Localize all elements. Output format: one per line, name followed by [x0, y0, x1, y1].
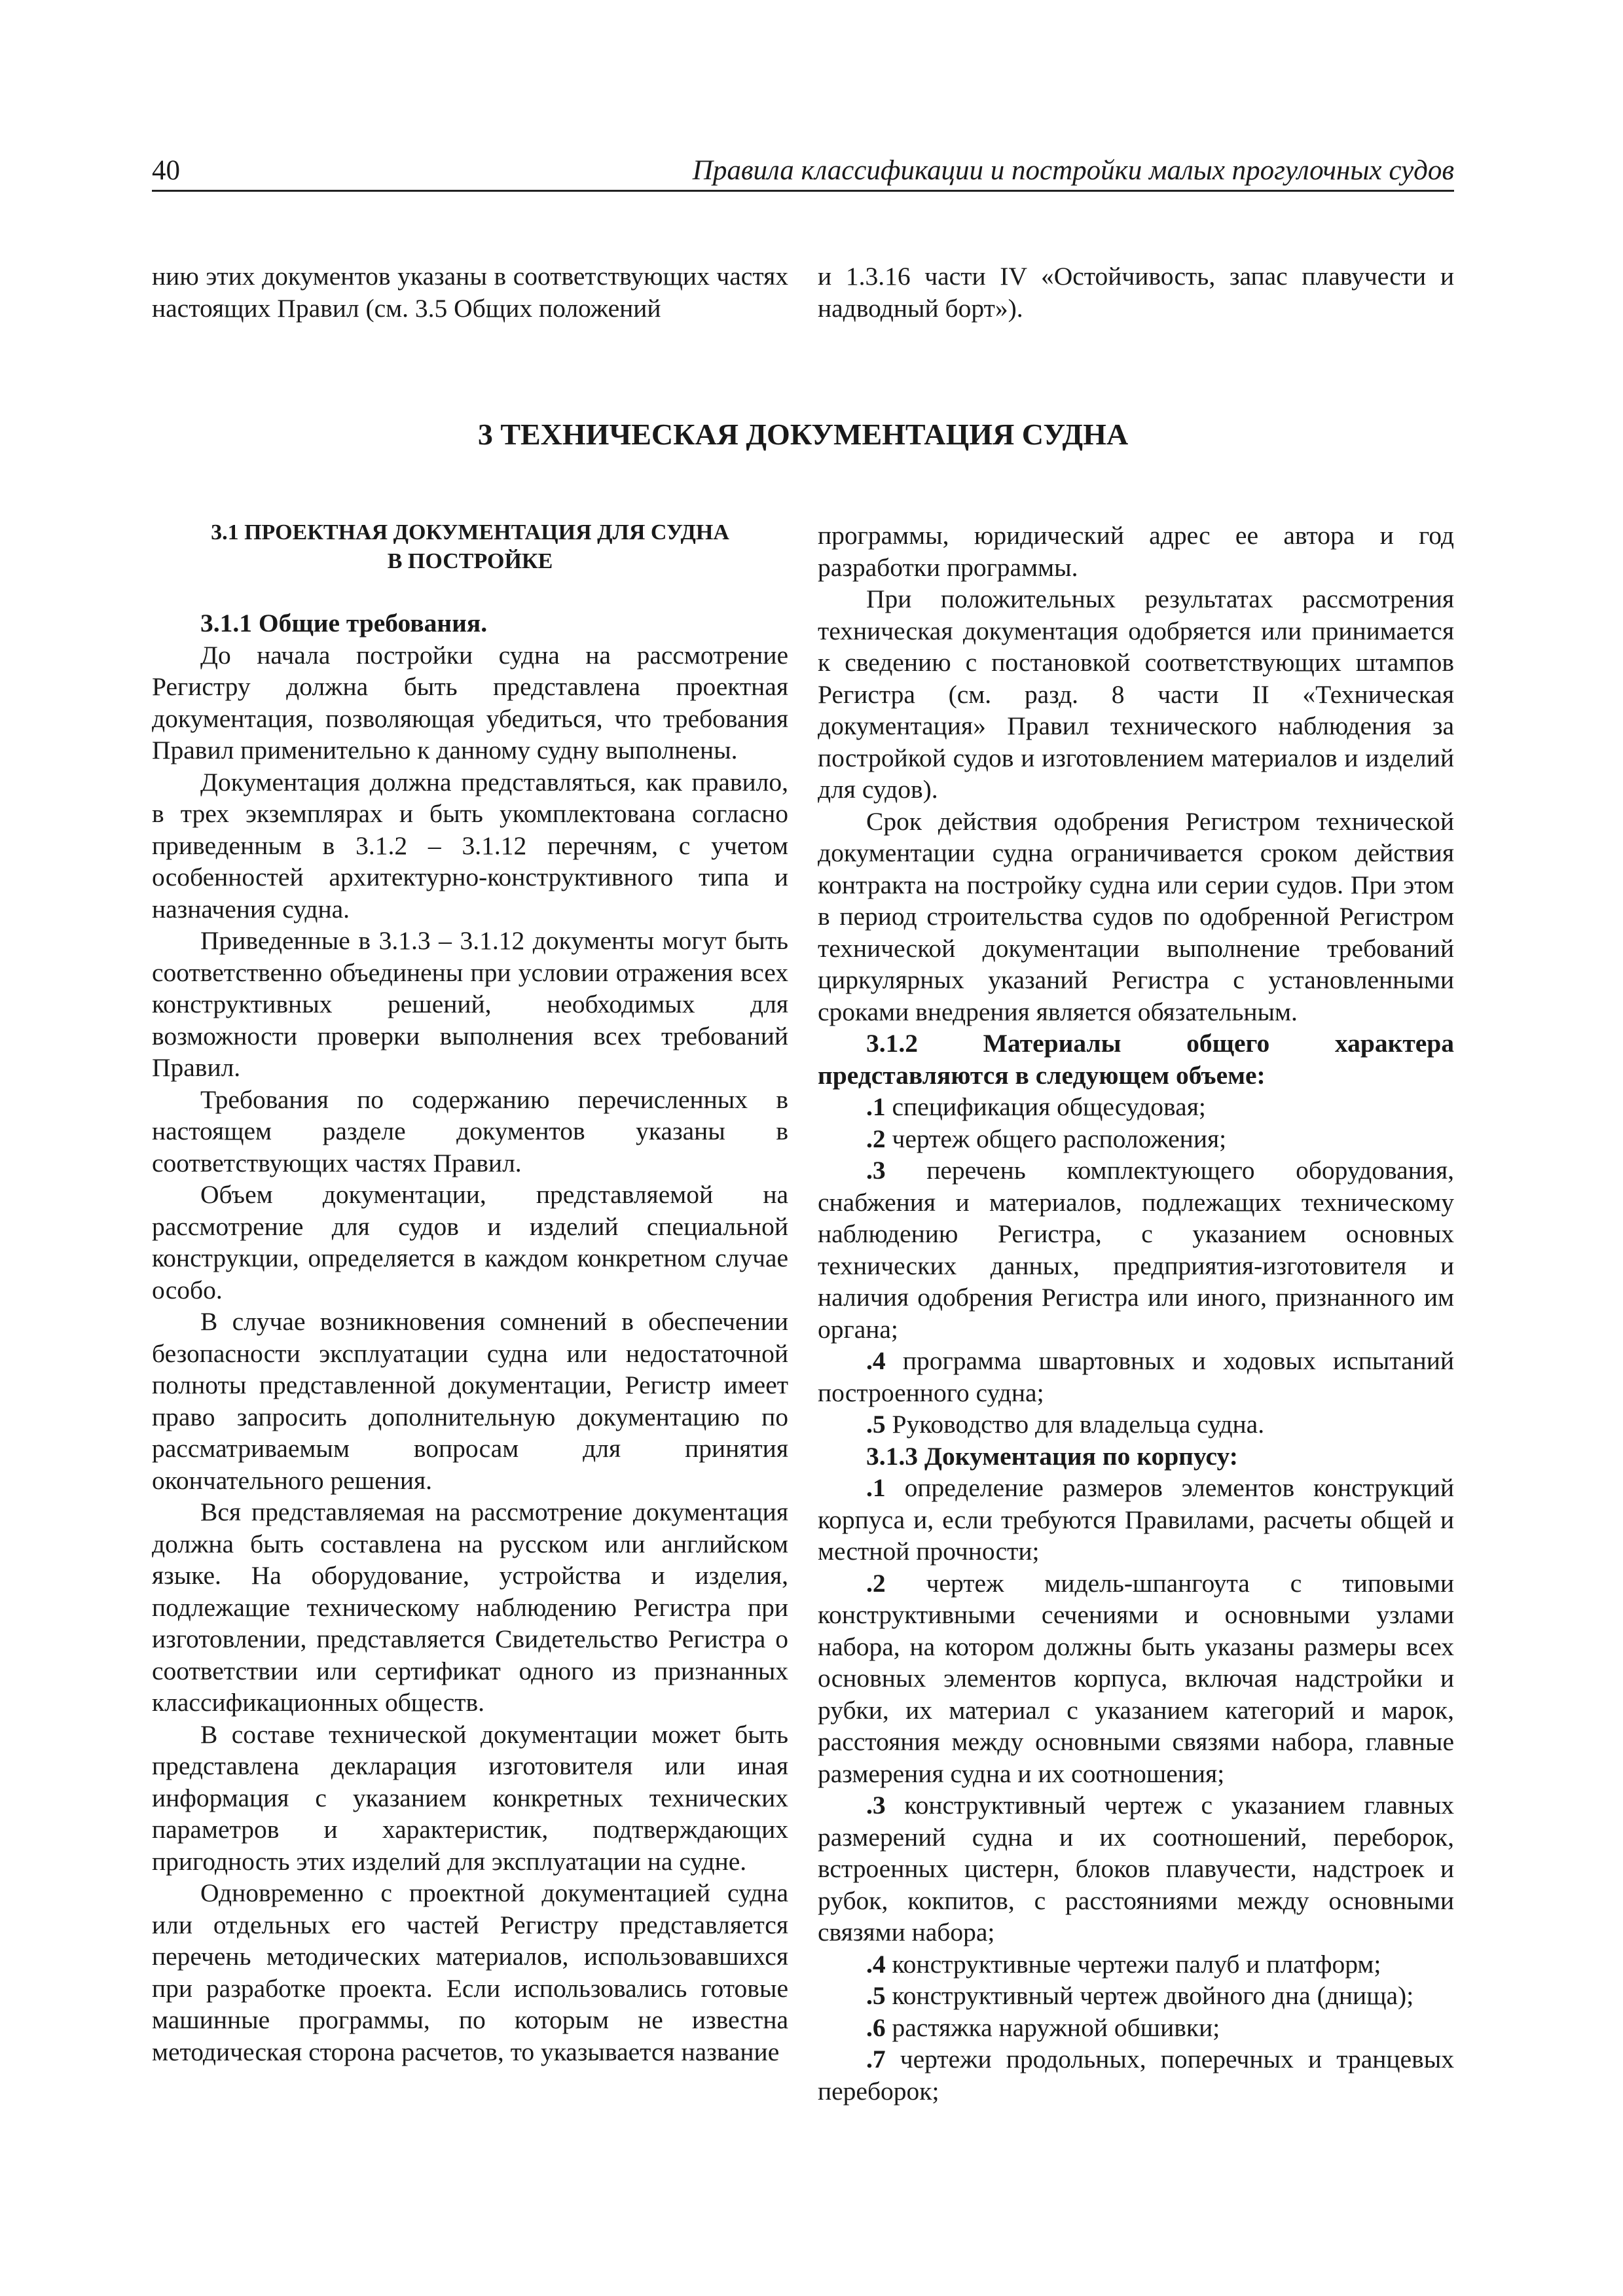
list-item: [818, 1472, 1454, 1568]
continued-text: и 1.3.16 части IV «Остойчивость, запас плавучести и надводный борт»).: [818, 262, 1454, 323]
list-item: [818, 1123, 1454, 1155]
paragraph: В составе технической документации может быть представлена декларация изготовителя или иная информация с указанием конкретных технических параметров и характеристик, подтверждающих пригодность этих изделий для эксплуатации на судне.: [152, 1719, 788, 1876]
paragraph: программы, юридический адрес ее автора и год разработки программы.: [818, 521, 1454, 582]
subsection-heading-3-1-1: [152, 607, 788, 639]
item-text: конструктивный чертеж с указанием главных размерений судна и их соотношений, переборок, встроенных цистерн, блоков плавучести, надстроек и рубок, кокпитов, с расстояниями между основными связями набора;: [818, 1791, 1454, 1946]
item-number: .1: [866, 1473, 886, 1502]
chapter-title: 3 ТЕХНИЧЕСКАЯ ДОКУМЕНТАЦИЯ СУДНА: [477, 418, 1129, 451]
paragraph: До начала постройки судна на рассмотрение Регистру должна быть представлена проектная документация, позволяющая убедиться, что требования Правил применительно к данному судну выполнены.: [152, 640, 788, 764]
subsection-heading-3-1-2: [818, 1028, 1454, 1091]
item-text: конструктивные чертежи палуб и платформ;: [885, 1949, 1381, 1979]
continued-text: нию этих документов указаны в соответствующих частях настоящих Правил (см. 3.5 Общих положений: [152, 262, 788, 323]
paragraph: Вся представляемая на рассмотрение документация должна быть составлена на русском или английском языке. На оборудование, устройства и изделия, подлежащие техническому наблюдению Регистра при изготовлении, представляется Свидетельство Регистра о соответствии или сертификат одного из признанных классификационных обществ.: [152, 1498, 788, 1717]
section-title-line1: 3.1 ПРОЕКТНАЯ ДОКУМЕНТАЦИЯ ДЛЯ СУДНА: [211, 520, 729, 545]
paragraph: Документация должна представляться, как правило, в трех экземплярах и быть укомплектована согласно приведенным в 3.1.2 – 3.1.12 перечням, с учетом особенностей архитектурно-конструктивного типа и назначения судна.: [152, 767, 788, 924]
list-item: [818, 1568, 1454, 1790]
list-item: [818, 1789, 1454, 1948]
page-number: 40: [152, 155, 180, 186]
item-number: .2: [866, 1124, 886, 1153]
item-text: чертеж общего расположения;: [885, 1124, 1227, 1153]
item-number: .1: [866, 1092, 886, 1121]
paragraph: Одновременно с проектной документацией судна или отдельных его частей Регистру представляется перечень методических материалов, использовавшихся при разработке проекта. Если использовались готовые машинные программы, по которым не известна методическая сторона расчетов, то указывается название: [152, 1878, 788, 2066]
right-column: [818, 520, 1454, 2107]
item-number: .5: [866, 1981, 886, 2010]
subsection-heading-3-1-3: [818, 1441, 1454, 1473]
list-item: [818, 1155, 1454, 1345]
item-number: .7: [866, 2045, 886, 2073]
item-number: .4: [866, 1346, 886, 1375]
left-column: [152, 518, 788, 2068]
item-number: .3: [866, 1791, 886, 1820]
section-title-line2: В ПОСТРОЙКЕ: [387, 549, 553, 573]
list-item: [818, 1345, 1454, 1408]
heading-text: 3.1.3 Документация по корпусу:: [866, 1441, 1238, 1471]
page-header: [152, 152, 1454, 192]
running-title: Правила классификации и постройки малых прогулочных судов: [692, 155, 1454, 186]
paragraph: Срок действия одобрения Регистром технической документации судна ограничивается сроком действия контракта на постройку судна или серии судов. При этом в период строительства судов по одобренной Регистром технической документации выполнение требований циркулярных указаний Регистра с установленными сроками внедрения является обязательным.: [818, 806, 1454, 1026]
item-text: перечень комплектующего оборудования, снабжения и материалов, подлежащих техническому наблюдению Регистра, с указанием основных технических данных, предприятия-изготовителя и наличия одобрения Регистра или иного, признанного им органа;: [818, 1156, 1454, 1344]
heading-text: 3.1.2 Материалы общего характера представляются в следующем объеме:: [818, 1029, 1454, 1090]
item-text: Руководство для владельца судна.: [885, 1410, 1265, 1439]
paragraph: При положительных результатах рассмотрения техническая документация одобряется или принимается к сведению с постановкой соответствующих штампов Регистра (см. разд. 8 части II «Техническая документация» Правил технического наблюдения за постройкой судов и изготовлением материалов и изделий для судов).: [818, 584, 1454, 804]
item-number: .4: [866, 1949, 886, 1979]
top-right-paragraph: [818, 260, 1454, 324]
top-left-paragraph: [152, 260, 788, 324]
paragraph: Требования по содержанию перечисленных в настоящем разделе документов указаны в соответствующих частях Правил.: [152, 1085, 788, 1177]
list-item: [818, 2012, 1454, 2044]
list-item: [818, 2043, 1454, 2107]
list-item: [818, 1091, 1454, 1123]
item-text: конструктивный чертеж двойного дна (днища);: [885, 1981, 1414, 2010]
list-item: [818, 1980, 1454, 2012]
item-text: чертежи продольных, поперечных и транцевых переборок;: [818, 2045, 1454, 2106]
list-item: [818, 1948, 1454, 1981]
item-text: чертеж мидель-шпангоута с типовыми конструктивными сечениями и основными узлами набора, на котором должны быть указаны размеры всех основных элементов корпуса, включая надстройки и рубки, их материал с указанием категорий и марок, расстояния между основными связями набора, главные размерения судна и их соотношения;: [818, 1568, 1454, 1788]
item-text: определение размеров элементов конструкций корпуса и, если требуются Правилами, расчеты общей и местной прочности;: [818, 1473, 1454, 1566]
item-number: .6: [866, 2013, 886, 2042]
item-text: растяжка наружной обшивки;: [885, 2013, 1220, 2042]
heading-text: 3.1.1 Общие требования.: [200, 609, 488, 637]
item-number: .2: [866, 1568, 886, 1598]
paragraph: Приведенные в 3.1.3 – 3.1.12 документы могут быть соответственно объединены при условии отражения всех конструктивных решений, необходимых для возможности проверки выполнения всех требований Правил.: [152, 926, 788, 1082]
paragraph: В случае возникновения сомнений в обеспечении безопасности эксплуатации судна или недостаточной полноты представленной документации, Регистр имеет право запросить дополнительную документацию по рассматриваемым вопросам для принятия окончательного решения.: [152, 1307, 788, 1495]
list-item: [818, 1408, 1454, 1441]
item-number: .5: [866, 1410, 886, 1439]
item-text: спецификация общесудовая;: [885, 1092, 1206, 1121]
paragraph: Объем документации, представляемой на рассмотрение для судов и изделий специальной конструкции, определяется в каждом конкретном случае особо.: [152, 1180, 788, 1304]
item-text: программа швартовных и ходовых испытаний построенного судна;: [818, 1346, 1454, 1407]
item-number: .3: [866, 1156, 886, 1185]
